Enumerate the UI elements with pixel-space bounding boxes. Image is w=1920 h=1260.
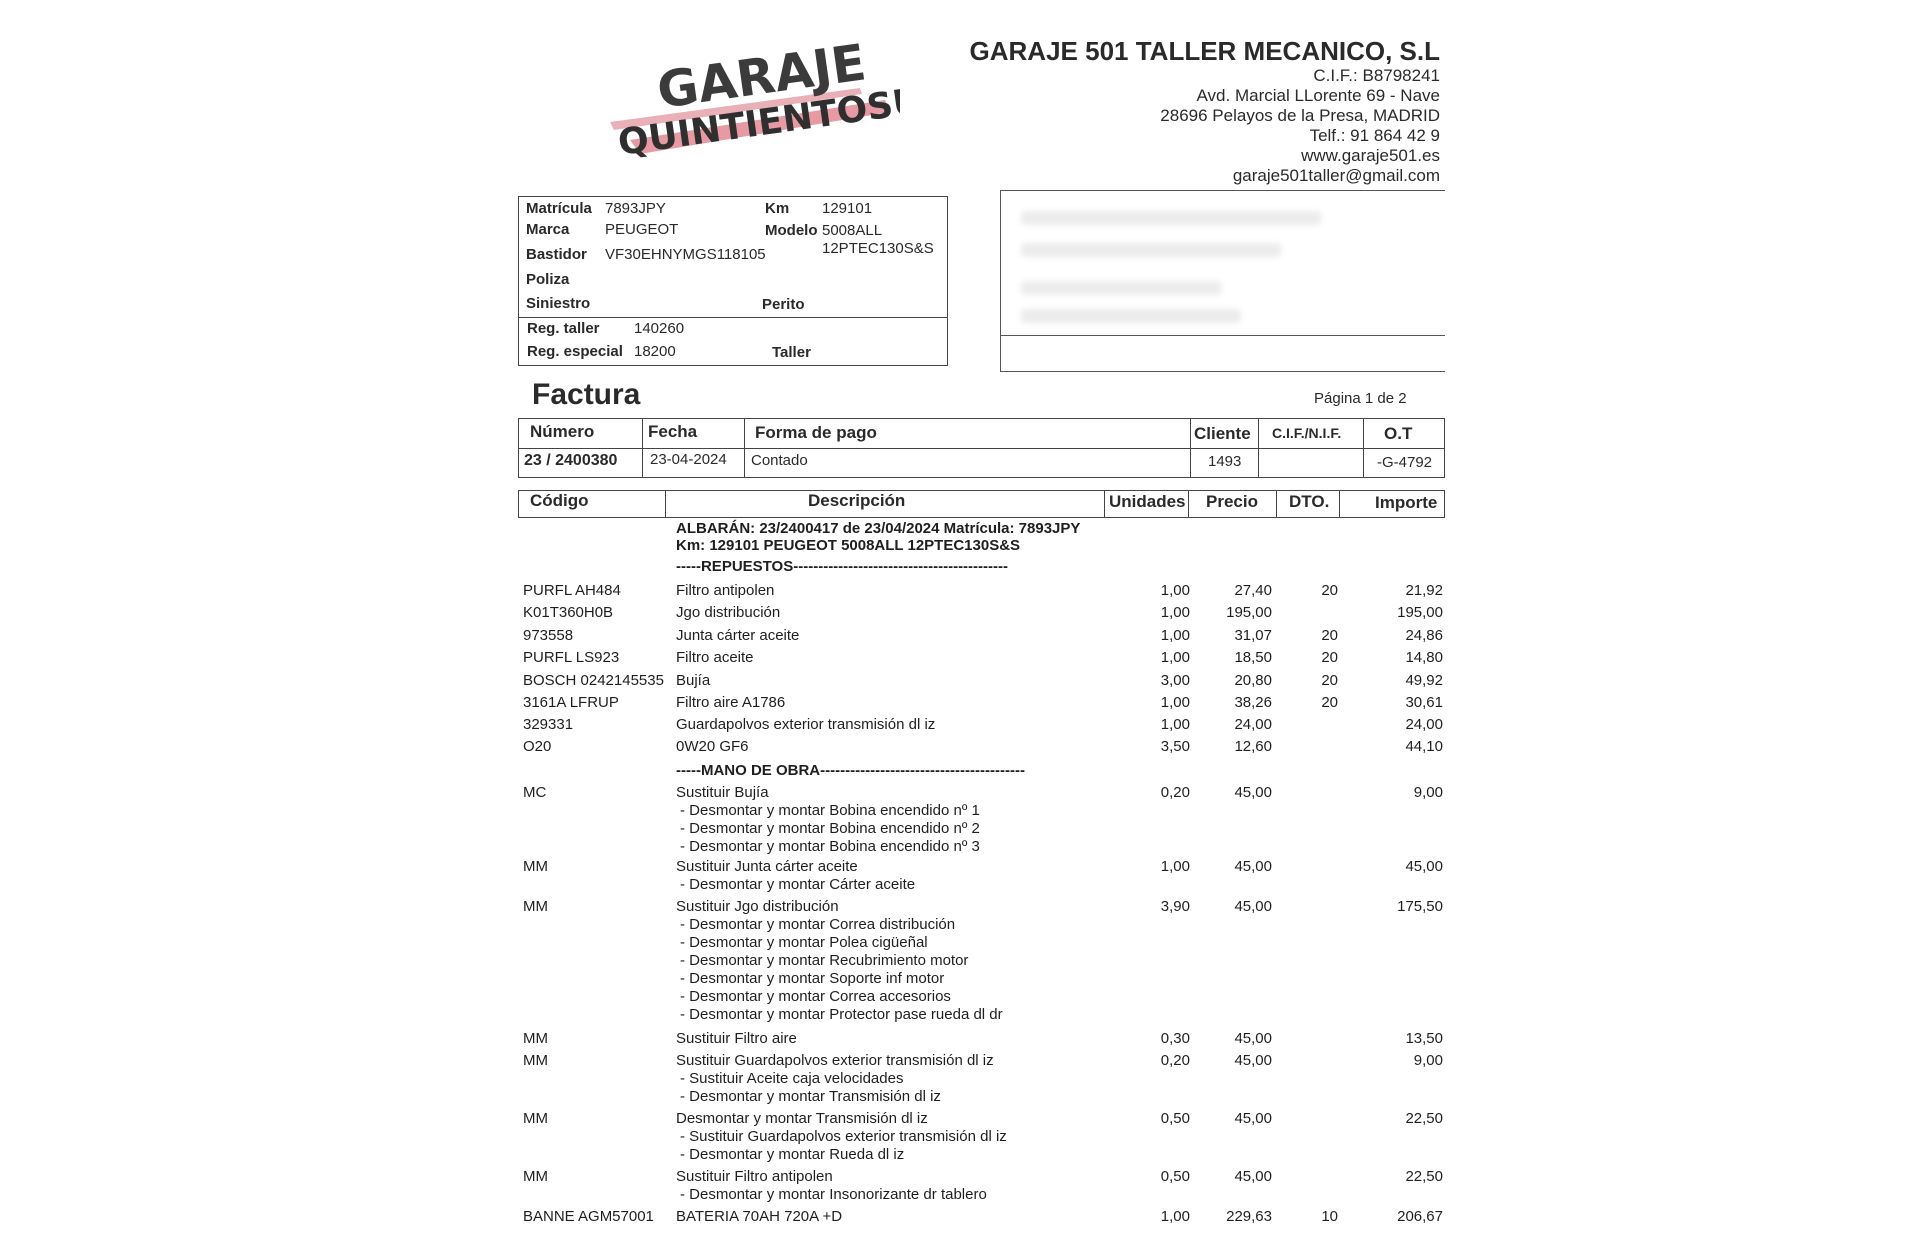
col-divider [1188, 490, 1189, 518]
forma-pago-label: Forma de pago [755, 423, 877, 442]
line-units: 0,20 [1160, 784, 1190, 801]
line-amount: 13,50 [1405, 1030, 1443, 1047]
redacted-line [1021, 281, 1221, 295]
redacted-line [1021, 243, 1281, 257]
line-description: Bujía [676, 672, 711, 689]
logo-word-1: GARAJE [653, 33, 870, 120]
line-price: 12,60 [1234, 738, 1272, 755]
client-box-divider [1001, 335, 1445, 336]
line-description: - Desmontar y montar Insonorizante dr tablero [680, 1186, 987, 1203]
col-divider [1339, 490, 1340, 518]
line-price: 45,00 [1234, 784, 1272, 801]
line-amount: 49,92 [1405, 672, 1443, 689]
line-description: - Desmontar y montar Correa distribución [680, 916, 956, 933]
line-description: Sustituir Filtro aire [676, 1030, 797, 1047]
line-units: 3,00 [1160, 672, 1190, 689]
line-code: 3161A LFRUP [523, 694, 619, 711]
marca-value: PEUGEOT [605, 221, 679, 238]
numero-label: Número [530, 422, 595, 441]
line-price: 24,00 [1234, 716, 1272, 733]
line-code: MM [523, 1110, 548, 1127]
cliente-value: 1493 [1208, 453, 1242, 470]
modelo-value-2: 12PTEC130S&S [822, 240, 934, 257]
line-code: K01T360H0B [523, 604, 614, 621]
line-units: 1,00 [1160, 1208, 1190, 1225]
line-price: 45,00 [1234, 898, 1272, 915]
line-units: 1,00 [1160, 716, 1190, 733]
company-phone: Telf.: 91 864 42 9 [1309, 126, 1440, 145]
line-units: 1,00 [1160, 627, 1190, 644]
line-code: BOSCH 0242145535 [523, 672, 664, 689]
col-descripcion: Descripción [808, 491, 906, 510]
line-price: 195,00 [1226, 604, 1272, 621]
line-description: Jgo distribución [676, 604, 781, 621]
line-description: - Desmontar y montar Recubrimiento motor [680, 952, 969, 969]
bastidor-value: VF30EHNYMGS118105 [605, 246, 766, 263]
line-description: Desmontar y montar Transmisión dl iz [676, 1110, 928, 1127]
line-price: 20,80 [1234, 672, 1272, 689]
line-units: 3,50 [1160, 738, 1190, 755]
col-divider [1190, 418, 1191, 478]
line-description: Junta cárter aceite [676, 627, 800, 644]
line-price: 45,00 [1234, 1030, 1272, 1047]
col-codigo: Código [530, 491, 589, 510]
redacted-line [1021, 211, 1321, 225]
company-email: garaje501taller@gmail.com [1232, 166, 1440, 185]
matricula-label: Matrícula [526, 200, 592, 217]
line-discount: 20 [1321, 582, 1338, 599]
page-indicator: Página 1 de 2 [1314, 390, 1407, 407]
line-price: 45,00 [1234, 1052, 1272, 1069]
perito-label: Perito [762, 296, 805, 313]
line-code: 973558 [523, 627, 574, 644]
line-price: 38,26 [1234, 694, 1272, 711]
company-cif: C.I.F.: B8798241 [1313, 66, 1440, 85]
col-divider [1363, 418, 1364, 478]
line-amount: 175,50 [1397, 898, 1443, 915]
line-description: - Sustituir Aceite caja velocidades [680, 1070, 904, 1087]
line-amount: 24,86 [1405, 627, 1443, 644]
line-description: -----REPUESTOS------------------------------------------- [676, 558, 1009, 575]
col-divider [1276, 490, 1277, 518]
line-amount: 14,80 [1405, 649, 1443, 666]
line-description: -----MANO DE OBRA----------------------------------------- [676, 762, 1025, 779]
line-description: - Desmontar y montar Polea cigüeñal [680, 934, 928, 951]
company-city: 28696 Pelayos de la Presa, MADRID [1160, 106, 1440, 125]
line-units: 1,00 [1160, 604, 1190, 621]
line-discount: 20 [1321, 627, 1338, 644]
line-code: MM [523, 898, 548, 915]
line-units: 3,90 [1160, 898, 1190, 915]
fecha-label: Fecha [648, 422, 698, 441]
line-description: - Desmontar y montar Rueda dl iz [680, 1146, 905, 1163]
line-description: Sustituir Filtro antipolen [676, 1168, 833, 1185]
line-discount: 20 [1321, 694, 1338, 711]
line-price: 229,63 [1226, 1208, 1272, 1225]
company-address: Avd. Marcial LLorente 69 - Nave [1196, 86, 1440, 105]
line-discount: 20 [1321, 649, 1338, 666]
line-units: 1,00 [1160, 649, 1190, 666]
line-code: PURFL LS923 [523, 649, 620, 666]
fecha-value: 23-04-2024 [650, 451, 727, 468]
line-description: Km: 129101 PEUGEOT 5008ALL 12PTEC130S&S [676, 537, 1021, 554]
col-precio: Precio [1206, 492, 1258, 511]
line-description: - Desmontar y montar Bobina encendido nº 3 [680, 838, 980, 855]
line-code: MM [523, 858, 548, 875]
reg-especial-value: 18200 [634, 343, 676, 360]
line-description: Filtro aceite [676, 649, 754, 666]
line-price: 45,00 [1234, 858, 1272, 875]
client-address-box [1000, 190, 1445, 372]
line-description: - Sustituir Guardapolvos exterior transmisión dl iz [680, 1128, 1007, 1145]
line-description: Sustituir Jgo distribución [676, 898, 839, 915]
col-divider [665, 490, 666, 518]
line-price: 18,50 [1234, 649, 1272, 666]
line-description: - Desmontar y montar Cárter aceite [680, 876, 916, 893]
cliente-label: Cliente [1194, 424, 1251, 443]
line-description: BATERIA 70AH 720A +D [676, 1208, 843, 1225]
line-description: - Desmontar y montar Protector pase rueda dl dr [680, 1006, 1003, 1023]
line-code: BANNE AGM57001 [523, 1208, 654, 1225]
col-importe: Importe [1375, 493, 1438, 512]
line-code: 329331 [523, 716, 574, 733]
modelo-value: 5008ALL [822, 222, 883, 239]
line-code: MC [523, 784, 547, 801]
reg-taller-label: Reg. taller [527, 320, 600, 337]
vehicle-box-divider [519, 317, 947, 318]
document-title: Factura [532, 378, 641, 411]
line-discount: 20 [1321, 672, 1338, 689]
line-units: 0,50 [1160, 1110, 1190, 1127]
forma-pago-value: Contado [751, 452, 808, 469]
line-units: 1,00 [1160, 582, 1190, 599]
taller-label: Taller [772, 344, 811, 361]
line-description: - Desmontar y montar Bobina encendido nº 1 [680, 802, 980, 819]
poliza-label: Poliza [526, 271, 570, 288]
line-description: - Desmontar y montar Transmisión dl iz [680, 1088, 941, 1105]
reg-especial-label: Reg. especial [527, 343, 623, 360]
line-description: Filtro antipolen [676, 582, 775, 599]
col-dto: DTO. [1289, 492, 1330, 511]
line-units: 0,20 [1160, 1052, 1190, 1069]
line-description: 0W20 GF6 [676, 738, 749, 755]
company-name: GARAJE 501 TALLER MECANICO, S.L [969, 36, 1440, 66]
line-description: Filtro aire A1786 [676, 694, 786, 711]
line-price: 31,07 [1234, 627, 1272, 644]
line-amount: 9,00 [1413, 1052, 1443, 1069]
col-divider [744, 418, 745, 478]
line-amount: 9,00 [1413, 784, 1443, 801]
line-price: 45,00 [1234, 1168, 1272, 1185]
siniestro-label: Siniestro [526, 295, 591, 312]
company-web: www.garaje501.es [1301, 146, 1440, 165]
cif-label: C.I.F./N.I.F. [1272, 425, 1342, 441]
company-logo [600, 30, 900, 170]
line-description: - Desmontar y montar Correa accesorios [680, 988, 951, 1005]
reg-taller-value: 140260 [634, 320, 685, 337]
line-description: Sustituir Guardapolvos exterior transmisión dl iz [676, 1052, 994, 1069]
col-divider [642, 418, 643, 478]
line-units: 1,00 [1160, 694, 1190, 711]
line-discount: 10 [1321, 1208, 1338, 1225]
line-description: Sustituir Junta cárter aceite [676, 858, 858, 875]
line-description: ALBARÁN: 23/2400417 de 23/04/2024 Matrícula: 7893JPY [676, 520, 1081, 537]
km-label: Km [765, 200, 790, 217]
line-code: MM [523, 1052, 548, 1069]
line-amount: 22,50 [1405, 1168, 1443, 1185]
matricula-value: 7893JPY [605, 200, 666, 217]
marca-label: Marca [526, 221, 570, 238]
line-amount: 21,92 [1405, 582, 1443, 599]
line-description: - Desmontar y montar Bobina encendido nº 2 [680, 820, 980, 837]
line-units: 1,00 [1160, 858, 1190, 875]
line-code: MM [523, 1168, 548, 1185]
logo-word-2: QUINTIENTOSUNO [615, 72, 900, 164]
line-amount: 44,10 [1405, 738, 1443, 755]
line-code: O20 [523, 738, 552, 755]
line-amount: 22,50 [1405, 1110, 1443, 1127]
ot-value: -G-4792 [1377, 454, 1433, 471]
line-amount: 45,00 [1405, 858, 1443, 875]
line-units: 0,50 [1160, 1168, 1190, 1185]
ot-label: O.T [1384, 424, 1413, 443]
line-code: PURFL AH484 [523, 582, 621, 599]
line-amount: 195,00 [1397, 604, 1443, 621]
line-units: 0,30 [1160, 1030, 1190, 1047]
line-description: Sustituir Bujía [676, 784, 769, 801]
line-price: 45,00 [1234, 1110, 1272, 1127]
col-divider [1258, 418, 1259, 478]
km-value: 129101 [822, 200, 873, 217]
redacted-line [1021, 309, 1241, 323]
line-amount: 24,00 [1405, 716, 1443, 733]
numero-value: 23 / 2400380 [524, 452, 618, 469]
vehicle-info-box [518, 196, 948, 366]
line-price: 27,40 [1234, 582, 1272, 599]
col-divider [1104, 490, 1105, 518]
invoice-header-divider [518, 448, 1445, 449]
line-amount: 30,61 [1405, 694, 1443, 711]
line-amount: 206,67 [1397, 1208, 1443, 1225]
col-unidades: Unidades [1109, 492, 1186, 511]
line-code: MM [523, 1030, 548, 1047]
bastidor-label: Bastidor [526, 246, 587, 263]
line-description: Guardapolvos exterior transmisión dl iz [676, 716, 936, 733]
line-description: - Desmontar y montar Soporte inf motor [680, 970, 945, 987]
modelo-label: Modelo [765, 222, 818, 239]
